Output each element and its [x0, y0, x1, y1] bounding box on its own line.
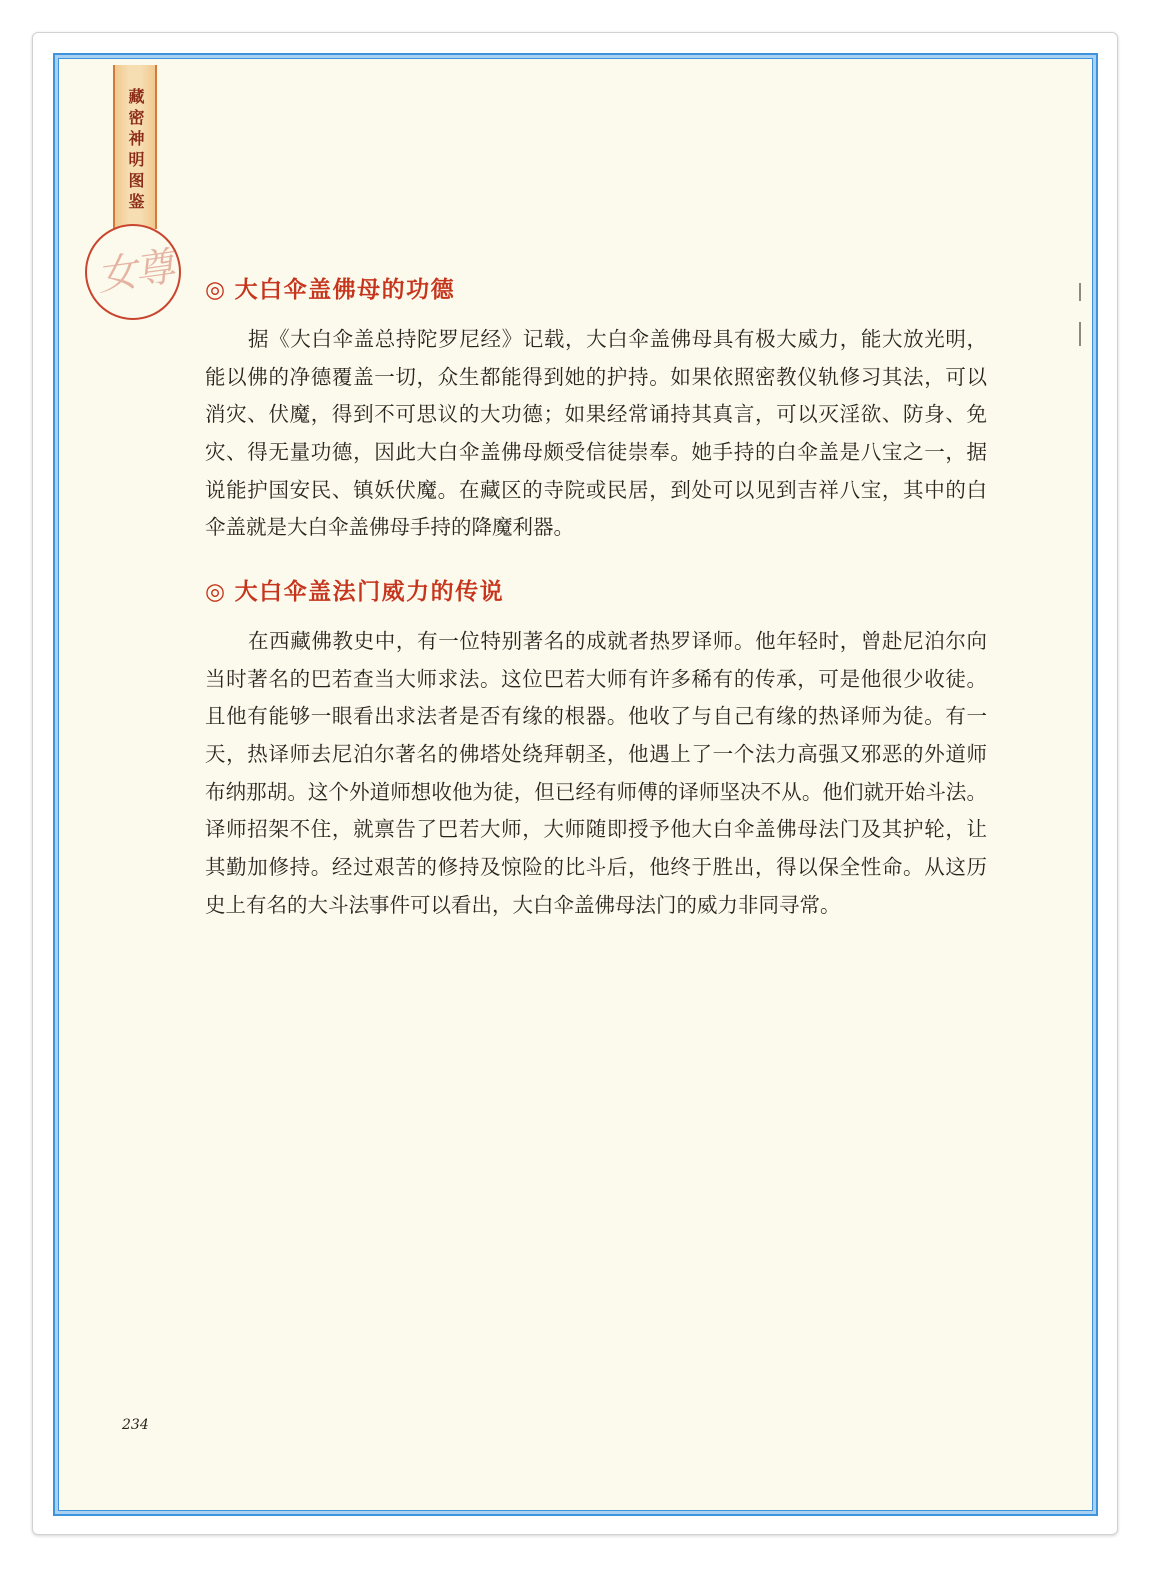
text-line: 布纳那胡。这个外道师想收他为徒，但已经有师傅的译师坚决不从。他们就开始斗法。 [205, 779, 987, 804]
section-heading-text: 大白伞盖法门威力的传说 [234, 579, 505, 605]
scan-mark [1079, 322, 1081, 346]
seal [85, 224, 181, 320]
scan-mark [1079, 283, 1081, 301]
double-circle-icon: ◎ [205, 277, 227, 303]
text-line: 灾、得无量功德，因此大白伞盖佛母颇受信徒崇奉。她手持的白伞盖是八宝之一，据 [205, 440, 987, 465]
text-line: 当时著名的巴若查当大师求法。这位巴若大师有许多稀有的传承，可是他很少收徒。 [205, 666, 987, 691]
text-line: 天，热译师去尼泊尔著名的佛塔处绕拜朝圣，他遇上了一个法力高强又邪恶的外道师 [205, 742, 987, 767]
page-number: 234 [122, 1417, 149, 1433]
text-line: 译师招架不住，就禀告了巴若大师，大师随即授予他大白伞盖佛母法门及其护轮，让 [205, 817, 987, 842]
section-heading-text: 大白伞盖佛母的功德 [234, 277, 456, 303]
text-line: 消灾、伏魔，得到不可思议的大功德；如果经常诵持其真言，可以灭淫欲、防身、免 [205, 402, 987, 427]
text-line: 据《大白伞盖总持陀罗尼经》记载，大白伞盖佛母具有极大威力，能大放光明， [248, 327, 987, 351]
seal-text: 女尊 [94, 243, 176, 301]
section-heading [205, 577, 504, 607]
text-line: 在西藏佛教史中，有一位特别著名的成就者热罗译师。他年轻时，曾赴尼泊尔向 [248, 629, 987, 653]
side-tab-label: 藏密神明图鉴 [126, 88, 145, 214]
text-line: 其勤加修持。经过艰苦的修持及惊险的比斗后，他终于胜出，得以保全性命。从这历 [205, 855, 987, 880]
text-line: 能以佛的净德覆盖一切，众生都能得到她的护持。如果依照密教仪轨修习其法，可以 [205, 364, 987, 389]
text-line: 说能护国安民、镇妖伏魔。在藏区的寺院或民居，到处可以见到吉祥八宝，其中的白 [205, 477, 987, 502]
text-line: 且他有能够一眼看出求法者是否有缘的根器。他收了与自己有缘的热译师为徒。有一 [205, 704, 987, 729]
paragraph [205, 321, 987, 547]
text-line: 伞盖就是大白伞盖佛母手持的降魔利器。 [205, 515, 574, 540]
section-heading [205, 275, 455, 305]
side-tab [113, 65, 157, 229]
double-circle-icon: ◎ [205, 579, 227, 605]
paragraph [205, 623, 987, 925]
text-line: 史上有名的大斗法事件可以看出，大白伞盖佛母法门的威力非同寻常。 [205, 892, 841, 917]
